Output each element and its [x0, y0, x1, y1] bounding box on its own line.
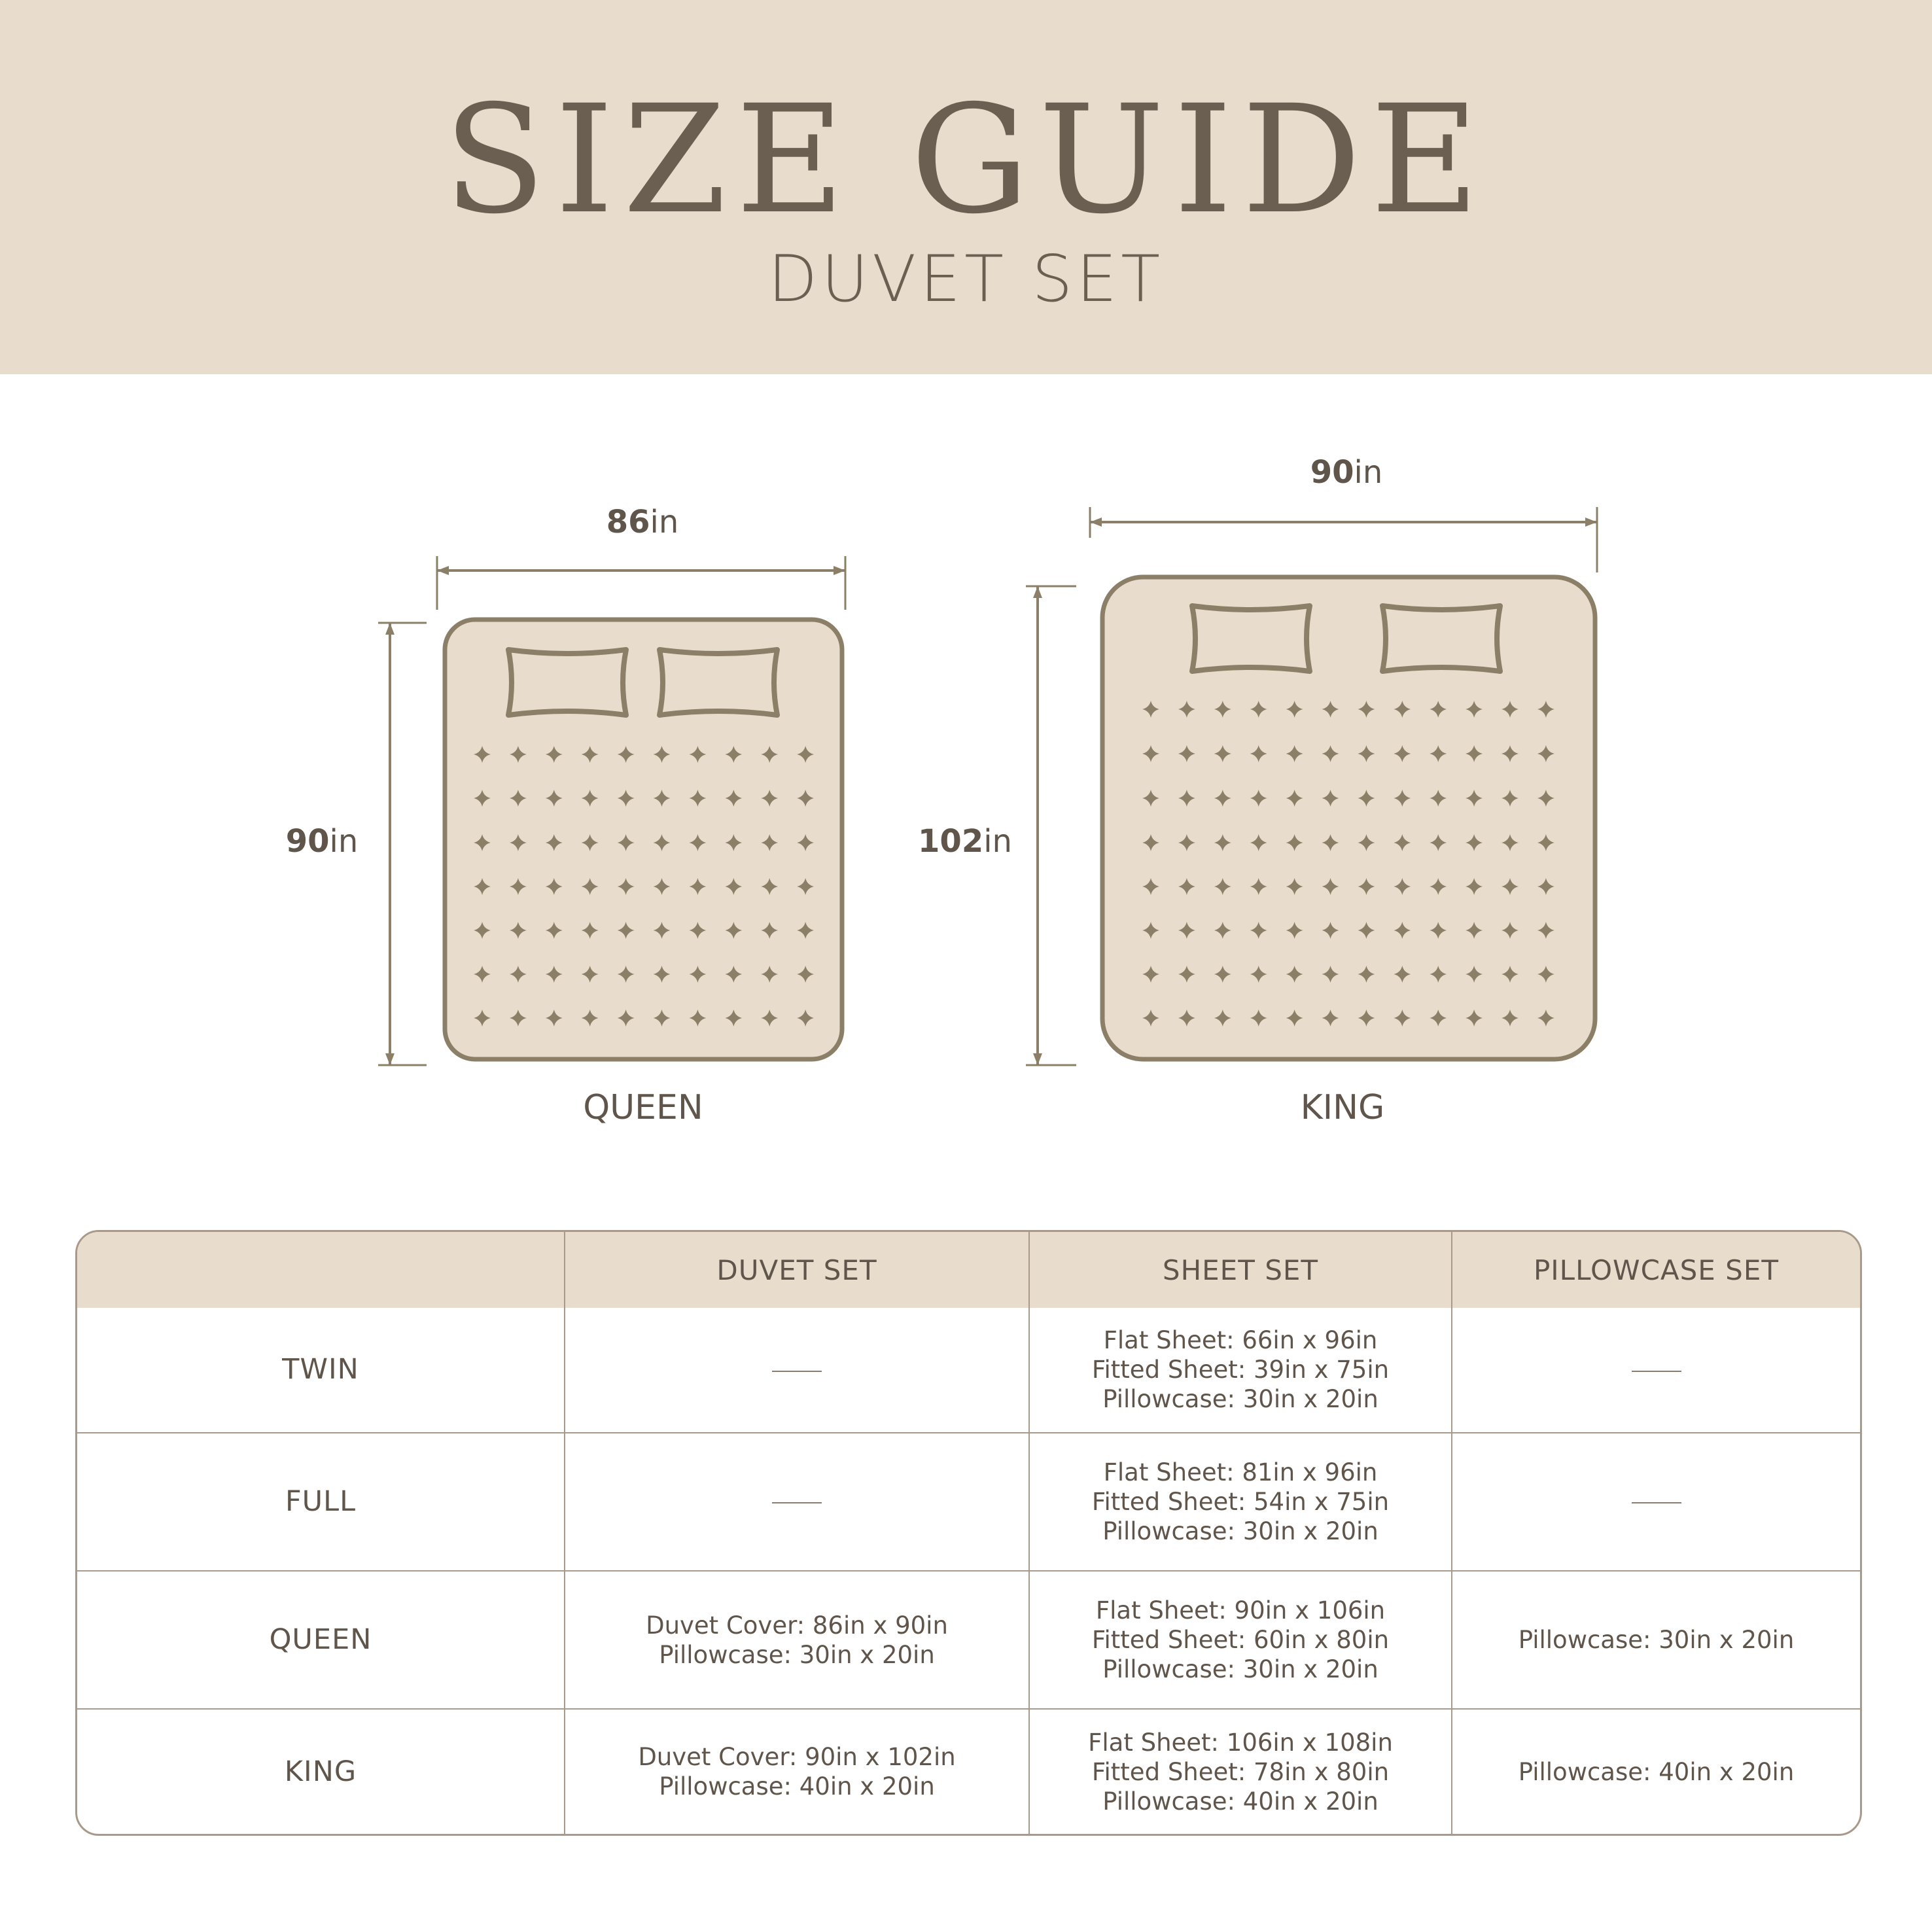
cell-sheet [1029, 1308, 1452, 1433]
cell-line: Pillowcase: 40in x 20in [1102, 1787, 1379, 1816]
row-size-label: TWIN [282, 1353, 359, 1386]
row-size-label: FULL [77, 1433, 565, 1571]
empty-dash [772, 1502, 822, 1503]
page-title: SIZE GUIDE [443, 73, 1489, 247]
svg-text:86in [606, 504, 679, 540]
cell-duvet [565, 1709, 1029, 1834]
header-size [77, 1232, 565, 1308]
king-height-unit: in [983, 823, 1012, 860]
svg-text:90in [1310, 454, 1383, 491]
cell-line: Flat Sheet: 90in x 106in [1095, 1596, 1386, 1625]
row-size-label: QUEEN [77, 1571, 565, 1709]
row-size-label: KING [77, 1709, 565, 1834]
queen-pillow-left-icon [508, 650, 626, 715]
king-width-value: 90 [1310, 454, 1354, 491]
king-pillow-left-icon [1192, 606, 1310, 671]
cell-line: Duvet Cover: 86in x 90in [646, 1611, 948, 1640]
header-pillowcase-set: PILLOWCASE SET [1452, 1232, 1860, 1308]
queen-height-unit: in [329, 823, 359, 860]
queen-pillow-right-icon [659, 650, 777, 715]
table-row [77, 1308, 1860, 1433]
cell-line: Pillowcase: 30in x 20in [1102, 1385, 1379, 1414]
empty-dash [1632, 1371, 1681, 1372]
cell-pillow [1452, 1433, 1860, 1571]
svg-text:102in [918, 823, 1012, 860]
cell-line: Fitted Sheet: 54in x 75in [1091, 1487, 1390, 1516]
table-header-row [77, 1232, 1860, 1308]
king-width-unit: in [1354, 454, 1383, 491]
empty-dash [1632, 1502, 1681, 1503]
page-subtitle: DUVET SET [767, 242, 1165, 317]
cell-line: Flat Sheet: 66in x 96in [1103, 1326, 1378, 1355]
cell-line: Flat Sheet: 81in x 96in [1103, 1458, 1378, 1486]
queen-width-value: 86 [606, 504, 650, 540]
cell-sheet [1029, 1709, 1452, 1834]
table-row [77, 1433, 1860, 1571]
table-row [77, 1571, 1860, 1709]
cell-line: Pillowcase: 40in x 20in [1518, 1757, 1795, 1786]
queen-width-unit: in [650, 504, 679, 540]
empty-dash [772, 1371, 822, 1372]
table-row [77, 1709, 1860, 1834]
cell-line: Pillowcase: 40in x 20in [659, 1772, 935, 1801]
king-pillow-right-icon [1382, 606, 1500, 671]
cell-line: Pillowcase: 30in x 20in [1102, 1655, 1379, 1683]
cell-duvet [565, 1571, 1029, 1709]
cell-line: Pillowcase: 30in x 20in [1518, 1626, 1795, 1654]
svg-text:90in [286, 823, 359, 860]
king-bed-illustration [1102, 577, 1595, 1059]
header-duvet-set: DUVET SET [565, 1232, 1029, 1308]
king-label: KING [1300, 1088, 1385, 1127]
queen-height-value: 90 [285, 823, 330, 860]
cell-line: Fitted Sheet: 60in x 80in [1091, 1626, 1390, 1654]
queen-label: QUEEN [583, 1088, 703, 1127]
cell-duvet [565, 1308, 1029, 1433]
size-table [75, 1230, 1862, 1836]
cell-duvet [565, 1433, 1029, 1571]
king-height-dimension [918, 586, 1076, 1065]
cell-pillow [1452, 1709, 1860, 1834]
cell-line: Duvet Cover: 90in x 102in [638, 1743, 956, 1772]
cell-line: Fitted Sheet: 78in x 80in [1091, 1757, 1390, 1786]
king-height-value: 102 [918, 823, 984, 860]
bed-size-diagram [0, 393, 1932, 1151]
cell-line: Flat Sheet: 106in x 108in [1088, 1728, 1393, 1757]
queen-width-dimension [437, 504, 845, 610]
king-width-dimension [1090, 454, 1597, 572]
queen-bed-illustration [445, 620, 842, 1059]
header-sheet-set: SHEET SET [1029, 1232, 1452, 1308]
cell-pillow [1452, 1308, 1860, 1433]
cell-pillow [1452, 1571, 1860, 1709]
queen-height-dimension [286, 623, 427, 1065]
cell-line: Pillowcase: 30in x 20in [1102, 1517, 1379, 1545]
cell-sheet [1029, 1571, 1452, 1709]
cell-sheet [1029, 1433, 1452, 1571]
cell-line: Fitted Sheet: 39in x 75in [1091, 1356, 1390, 1384]
cell-line: Pillowcase: 30in x 20in [659, 1640, 935, 1669]
